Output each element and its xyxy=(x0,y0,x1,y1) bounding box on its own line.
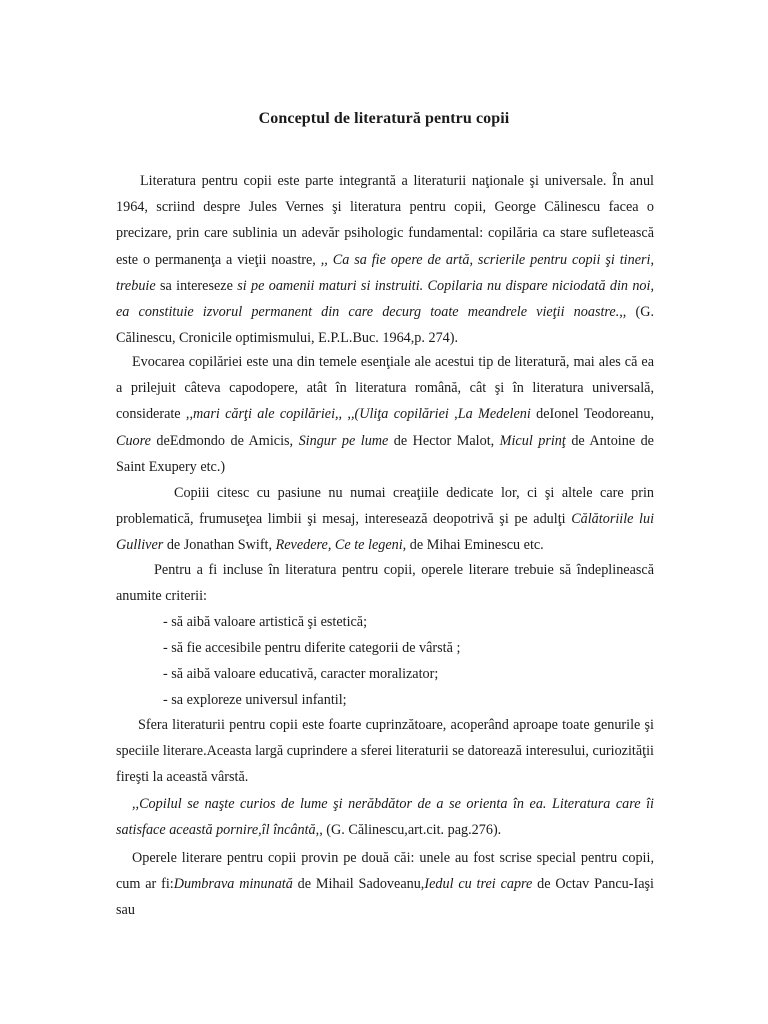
paragraph-1-quote-1: ,, Ca sa fie opere de artă, scrierile pentru copii şi tineri, trebuie xyxy=(116,251,654,294)
criteria-item: - să fie accesibile pentru diferite categorii de vârstă ; xyxy=(163,640,461,656)
paragraph-7-text-1: Operele literare pentru copii provin pe două căi: unele au fost scrise special pentru copii, cum ar fi: xyxy=(116,850,654,893)
paragraph-3-text-3: de Mihai Eminescu etc. xyxy=(406,537,544,554)
paragraph-2-italic-5: Micul prinţ xyxy=(499,432,566,449)
paragraph-3-text-1: Copiii citesc cu pasiune nu numai creaţiile dedicate lor, ci şi altele care prin problematică, frumuseţea limbii şi mesaj, interesează deopotrivă şi pe adulţi xyxy=(116,485,654,528)
paragraph-2-italic-4: Singur pe lume xyxy=(298,432,389,449)
paragraph-3-italic-2: Revedere, Ce te legeni, xyxy=(275,537,407,554)
paragraph-1-quote-2: si pe oamenii maturi si instruiti. Copilaria nu dispare niciodată din noi, ea constituie izvorul permanent din care decurg toate meandrele vieţii noastre.,, xyxy=(116,277,655,321)
paragraph-2-text-1: Evocarea copilăriei este una din temele esenţiale ale acestui tip de literatură, mai ales că ea a prilejuit câteva capodopere, atât în literatura română, cât şi în literatura universală, considerate xyxy=(116,354,654,423)
paragraph-7-text-3: de Octav Pancu-Iaşi sau xyxy=(116,876,654,919)
paragraph-2-text-4: deEdmondo de Amicis, xyxy=(150,432,299,449)
paragraph-4: Pentru a fi incluse în literatura pentru copii, operele literare trebuie să îndeplinească anumite criterii: xyxy=(116,562,654,605)
criteria-item: - să aibă valoare artistică şi estetică; xyxy=(163,614,368,630)
criteria-item: - sa exploreze universul infantil; xyxy=(163,692,347,708)
paragraph-2-text-2: , xyxy=(448,406,458,423)
paragraph-6-citation: (G. Călinescu,art.cit. pag.276). xyxy=(322,822,502,839)
paragraph-3-italic-1: Călătoriile lui Gulliver xyxy=(116,511,655,554)
paragraph-2-text-6: de Antoine de Saint Exupery etc.) xyxy=(116,432,654,475)
paragraph-7-text-2: de Mihail Sadoveanu, xyxy=(292,876,425,893)
document-title: Conceptul de literatură pentru copii xyxy=(258,110,510,127)
paragraph-6 xyxy=(116,791,654,843)
paragraph-7 xyxy=(116,845,654,924)
paragraph-1-text-2: sa intereseze xyxy=(155,277,238,294)
paragraph-3-text-2: de Jonathan Swift, xyxy=(163,537,276,554)
paragraph-5: Sfera literaturii pentru copii este foarte cuprinzătoare, acoperând aproape toate genurile şi speciile literare.Aceasta largă cuprindere a sferei literaturii se datorează interesului, curiozităţii fireşti la această vârstă. xyxy=(116,717,654,786)
paragraph-2-italic-3: Cuore xyxy=(116,432,151,449)
paragraph-3 xyxy=(116,480,654,559)
paragraph-2-text-3: deIonel Teodoreanu, xyxy=(530,406,654,423)
paragraph-1-citation: (G. Călinescu, Cronicile optimismului, E.P.L.Buc. 1964,p. 274). xyxy=(116,304,654,347)
criteria-item: - să aibă valoare educativă, caracter moralizator; xyxy=(163,666,439,682)
paragraph-1-text-1: Literatura pentru copii este parte integrantă a literaturii naţionale şi universale. În anul 1964, scriind despre Jules Vernes şi literatura pentru copii, George Călinescu facea o precizare, prin care sublinia un adevăr psihologic fundamental: copilăria ca stare sufletească este o permanenţa a vieţii noastre, xyxy=(116,173,654,268)
paragraph-2-italic-1: ,,mari cărţi ale copilăriei,, ,,(Uliţa copilăriei xyxy=(185,406,449,423)
paragraph-2 xyxy=(116,349,654,480)
paragraph-7-italic-1: Dumbrava minunată xyxy=(173,876,293,893)
paragraph-2-italic-2: La Medeleni xyxy=(457,406,531,423)
paragraph-1 xyxy=(116,168,654,351)
paragraph-2-text-5: de Hector Malot, xyxy=(388,432,500,449)
paragraph-6-quote: ,,Copilul se naşte curios de lume şi nerăbdător de a se orienta în ea. Literatura care îi satisface această pornire,îl încântă,, xyxy=(116,796,654,839)
paragraph-7-italic-2: Iedul cu trei capre xyxy=(424,876,533,893)
